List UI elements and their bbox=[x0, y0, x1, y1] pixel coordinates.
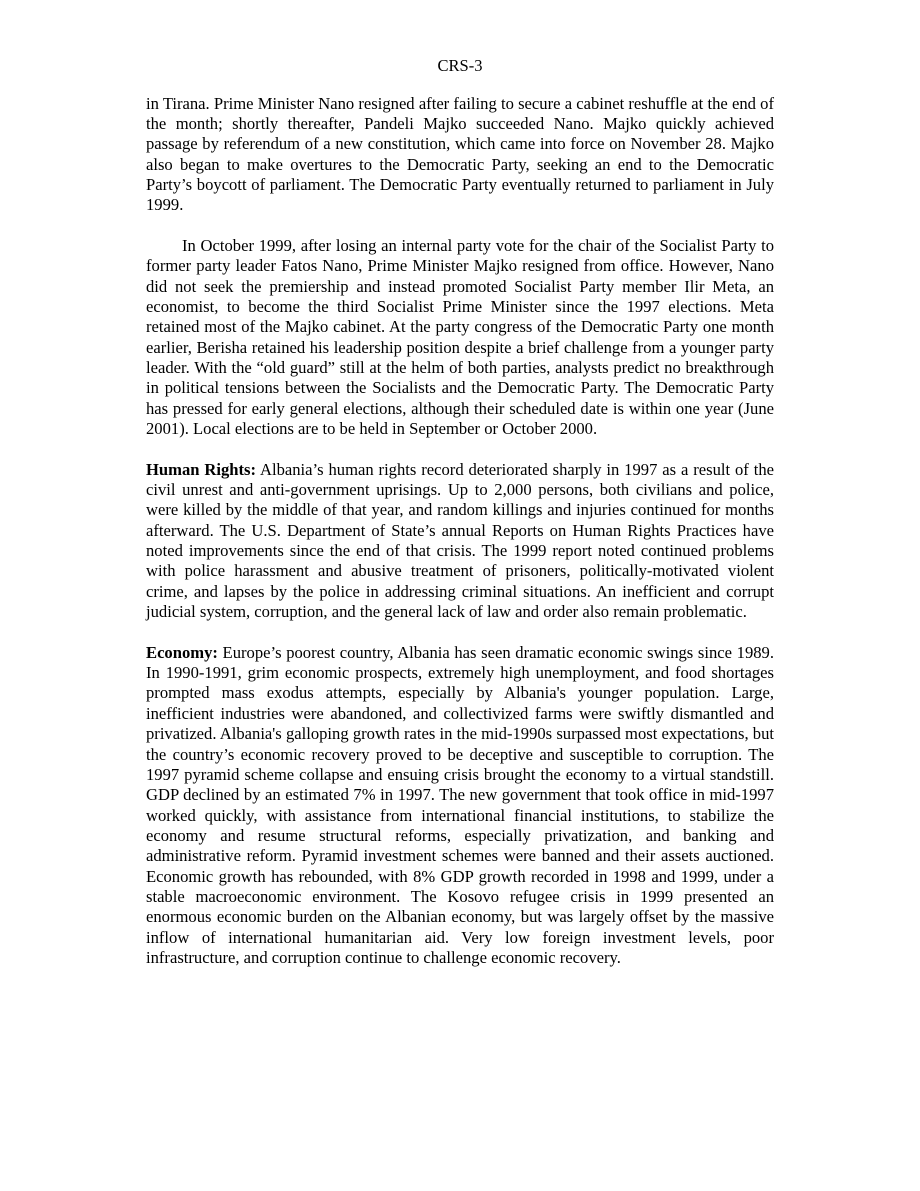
document-body bbox=[146, 94, 774, 969]
paragraph-text: In October 1999, after losing an internal party vote for the chair of the Socialist Party to former party leader Fatos Nano, Prime Minister Majko resigned from office. However, Nano did not seek the premiership and instead promoted Socialist Party member Ilir Meta, an economist, to become the third Socialist Prime Minister since the 1997 elections. Meta retained most of the Majko cabinet. At the party congress of the Democratic Party one month earlier, Berisha retained his leadership position despite a brief challenge from a younger party leader. With the “old guard” still at the helm of both parties, analysts predict no breakthrough in political tensions between the Socialists and the Democratic Party. The Democratic Party has pressed for early general elections, although their scheduled date is within one year (June 2001). Local elections are to be held in September or October 2000. bbox=[146, 235, 774, 438]
paragraph-october-1999 bbox=[146, 236, 774, 439]
paragraph-text: Albania’s human rights record deteriorated sharply in 1997 as a result of the civil unrest and anti-government uprisings. Up to 2,000 persons, both civilians and police, were killed by the middle of that year, and random killings and injuries continued for months afterward. The U.S. Department of State’s annual Reports on Human Rights Practices have noted improvements since the end of that crisis. The 1999 report noted continued problems with police harassment and abusive treatment of prisoners, politically-motivated violent crime, and lapses by the police in addressing criminal situations. An inefficient and corrupt judicial system, corruption, and the general lack of law and order also remain problematic. bbox=[146, 459, 774, 622]
paragraph-tirana-continuation bbox=[146, 94, 774, 216]
section-heading-human-rights: Human Rights: bbox=[146, 459, 257, 479]
paragraph-economy bbox=[146, 643, 774, 969]
paragraph-text: in Tirana. Prime Minister Nano resigned after failing to secure a cabinet reshuffle at the end of the month; shortly thereafter, Pandeli Majko succeeded Nano. Majko quickly achieved passage by referendum of a new constitution, which came into force on November 28. Majko also began to make overtures to the Democratic Party, seeking an end to the Democratic Party’s boycott of parliament. The Democratic Party eventually returned to parliament in July 1999. bbox=[146, 93, 774, 215]
paragraph-text: Europe’s poorest country, Albania has seen dramatic economic swings since 1989. In 1990-1991, grim economic prospects, extremely high unemployment, and food shortages prompted mass exodus attempts, especially by Albania's younger population. Large, inefficient industries were abandoned, and collectivized farms were swiftly dismantled and privatized. Albania's galloping growth rates in the mid-1990s surpassed most expectations, but the country’s economic recovery proved to be deceptive and susceptible to corruption. The 1997 pyramid scheme collapse and ensuing crisis brought the economy to a virtual standstill. GDP declined by an estimated 7% in 1997. The new government that took office in mid-1997 worked quickly, with assistance from international financial institutions, to stabilize the economy and resume structural reforms, especially privatization, and banking and administrative reform. Pyramid investment schemes were banned and their assets auctioned. Economic growth has rebounded, with 8% GDP growth recorded in 1998 and 1999, under a stable macroeconomic environment. The Kosovo refugee crisis in 1999 presented an enormous economic burden on the Albanian economy, but was largely offset by the massive inflow of international humanitarian aid. Very low foreign investment levels, poor infrastructure, and corruption continue to challenge economic recovery. bbox=[146, 642, 774, 967]
paragraph-human-rights bbox=[146, 460, 774, 623]
page-number-header: CRS-3 bbox=[437, 56, 483, 75]
section-heading-economy: Economy: bbox=[146, 642, 218, 662]
